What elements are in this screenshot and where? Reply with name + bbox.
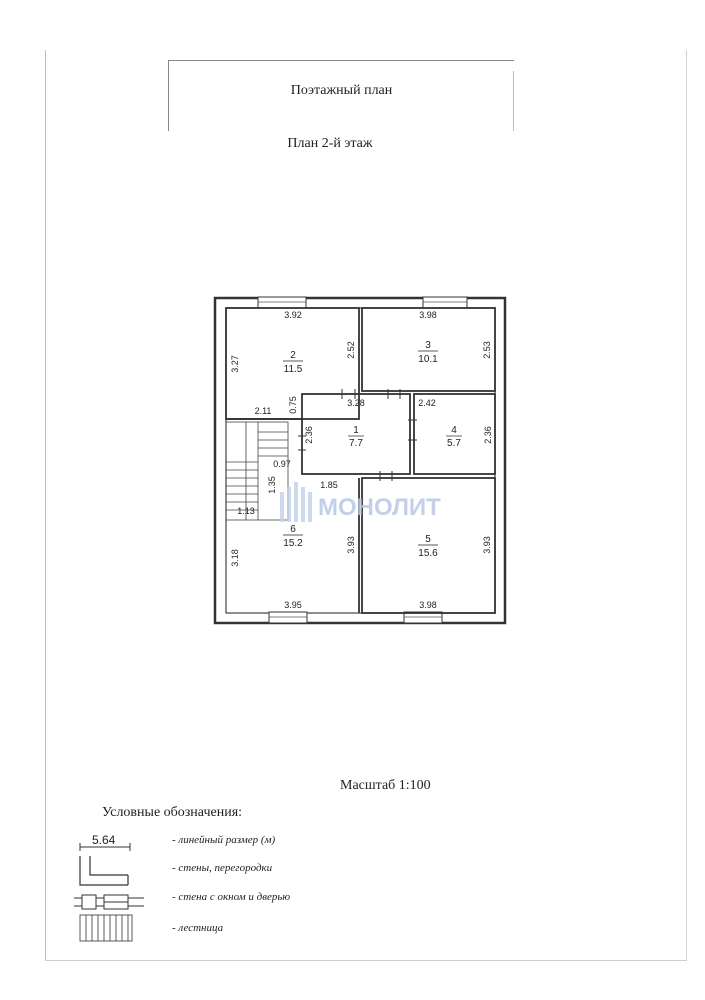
legend-item-dimension: - линейный размер (м): [172, 834, 276, 846]
header-title: Поэтажный план: [290, 83, 393, 98]
room-3: [418, 340, 438, 365]
legend-window-door-symbol: [74, 895, 144, 909]
legend-title: Условные обозначения:: [102, 805, 243, 820]
dimension-label: 1.13: [237, 506, 255, 516]
room-area: 10.1: [418, 354, 438, 365]
room-area: 5.7: [447, 438, 461, 449]
plan-title: План 2-й этаж: [287, 136, 373, 151]
scale-label: Масштаб 1:100: [340, 778, 431, 793]
watermark-logo: [280, 482, 441, 522]
room-5: [418, 534, 438, 559]
room-number: 4: [451, 425, 457, 436]
outer-wall: [215, 298, 505, 623]
dimension-label: 2.36: [483, 426, 493, 444]
room-2: [283, 350, 303, 375]
dimension-label: 0.75: [288, 396, 298, 414]
dimension-label: 1.85: [320, 480, 338, 490]
dimension-label: 2.11: [254, 406, 272, 416]
room-1: [348, 425, 364, 449]
dimension-label: 2.53: [482, 341, 492, 359]
dimension-label: 3.93: [346, 536, 356, 554]
room-area: 7.7: [349, 438, 363, 449]
dimension-label: 3.28: [347, 398, 365, 408]
dimension-label: 0.97: [273, 459, 291, 469]
room-number: 1: [353, 425, 359, 436]
dimension-label: 3.95: [284, 600, 302, 610]
dimension-label: 2.36: [304, 426, 314, 444]
room-area: 15.2: [283, 538, 303, 549]
dimension-label: 3.98: [419, 600, 437, 610]
watermark-text: МОНОЛИТ: [318, 494, 441, 521]
legend-sample-dimension: 5.64: [92, 833, 116, 847]
dimension-label: 3.92: [284, 310, 302, 320]
legend-wall-symbol: [80, 856, 128, 885]
dimension-label: 3.93: [482, 536, 492, 554]
room-number: 2: [290, 350, 296, 361]
partitions: [226, 308, 495, 613]
legend-item-walls: - стены, перегородки: [172, 862, 273, 874]
legend-item-stairs: - лестница: [172, 922, 224, 934]
room-number: 6: [290, 524, 296, 535]
dimension-label: 2.52: [346, 341, 356, 359]
dimension-label: 3.98: [419, 310, 437, 320]
room-area: 11.5: [283, 364, 303, 375]
room-number: 3: [425, 340, 431, 351]
dimension-label: 3.27: [230, 355, 240, 373]
room-4: [446, 425, 462, 449]
room-6: [283, 524, 303, 549]
dimension-label: 1.35: [267, 476, 277, 494]
dimension-label: 2.42: [418, 398, 436, 408]
inner-wall-outline: [226, 308, 495, 613]
room-number: 5: [425, 534, 431, 545]
dimension-label: 3.18: [230, 549, 240, 567]
legend-stair-symbol: [80, 915, 132, 941]
legend-item-window-door: - стена с окном и дверью: [172, 891, 291, 903]
room-area: 15.6: [418, 548, 438, 559]
staircase: [226, 422, 288, 520]
